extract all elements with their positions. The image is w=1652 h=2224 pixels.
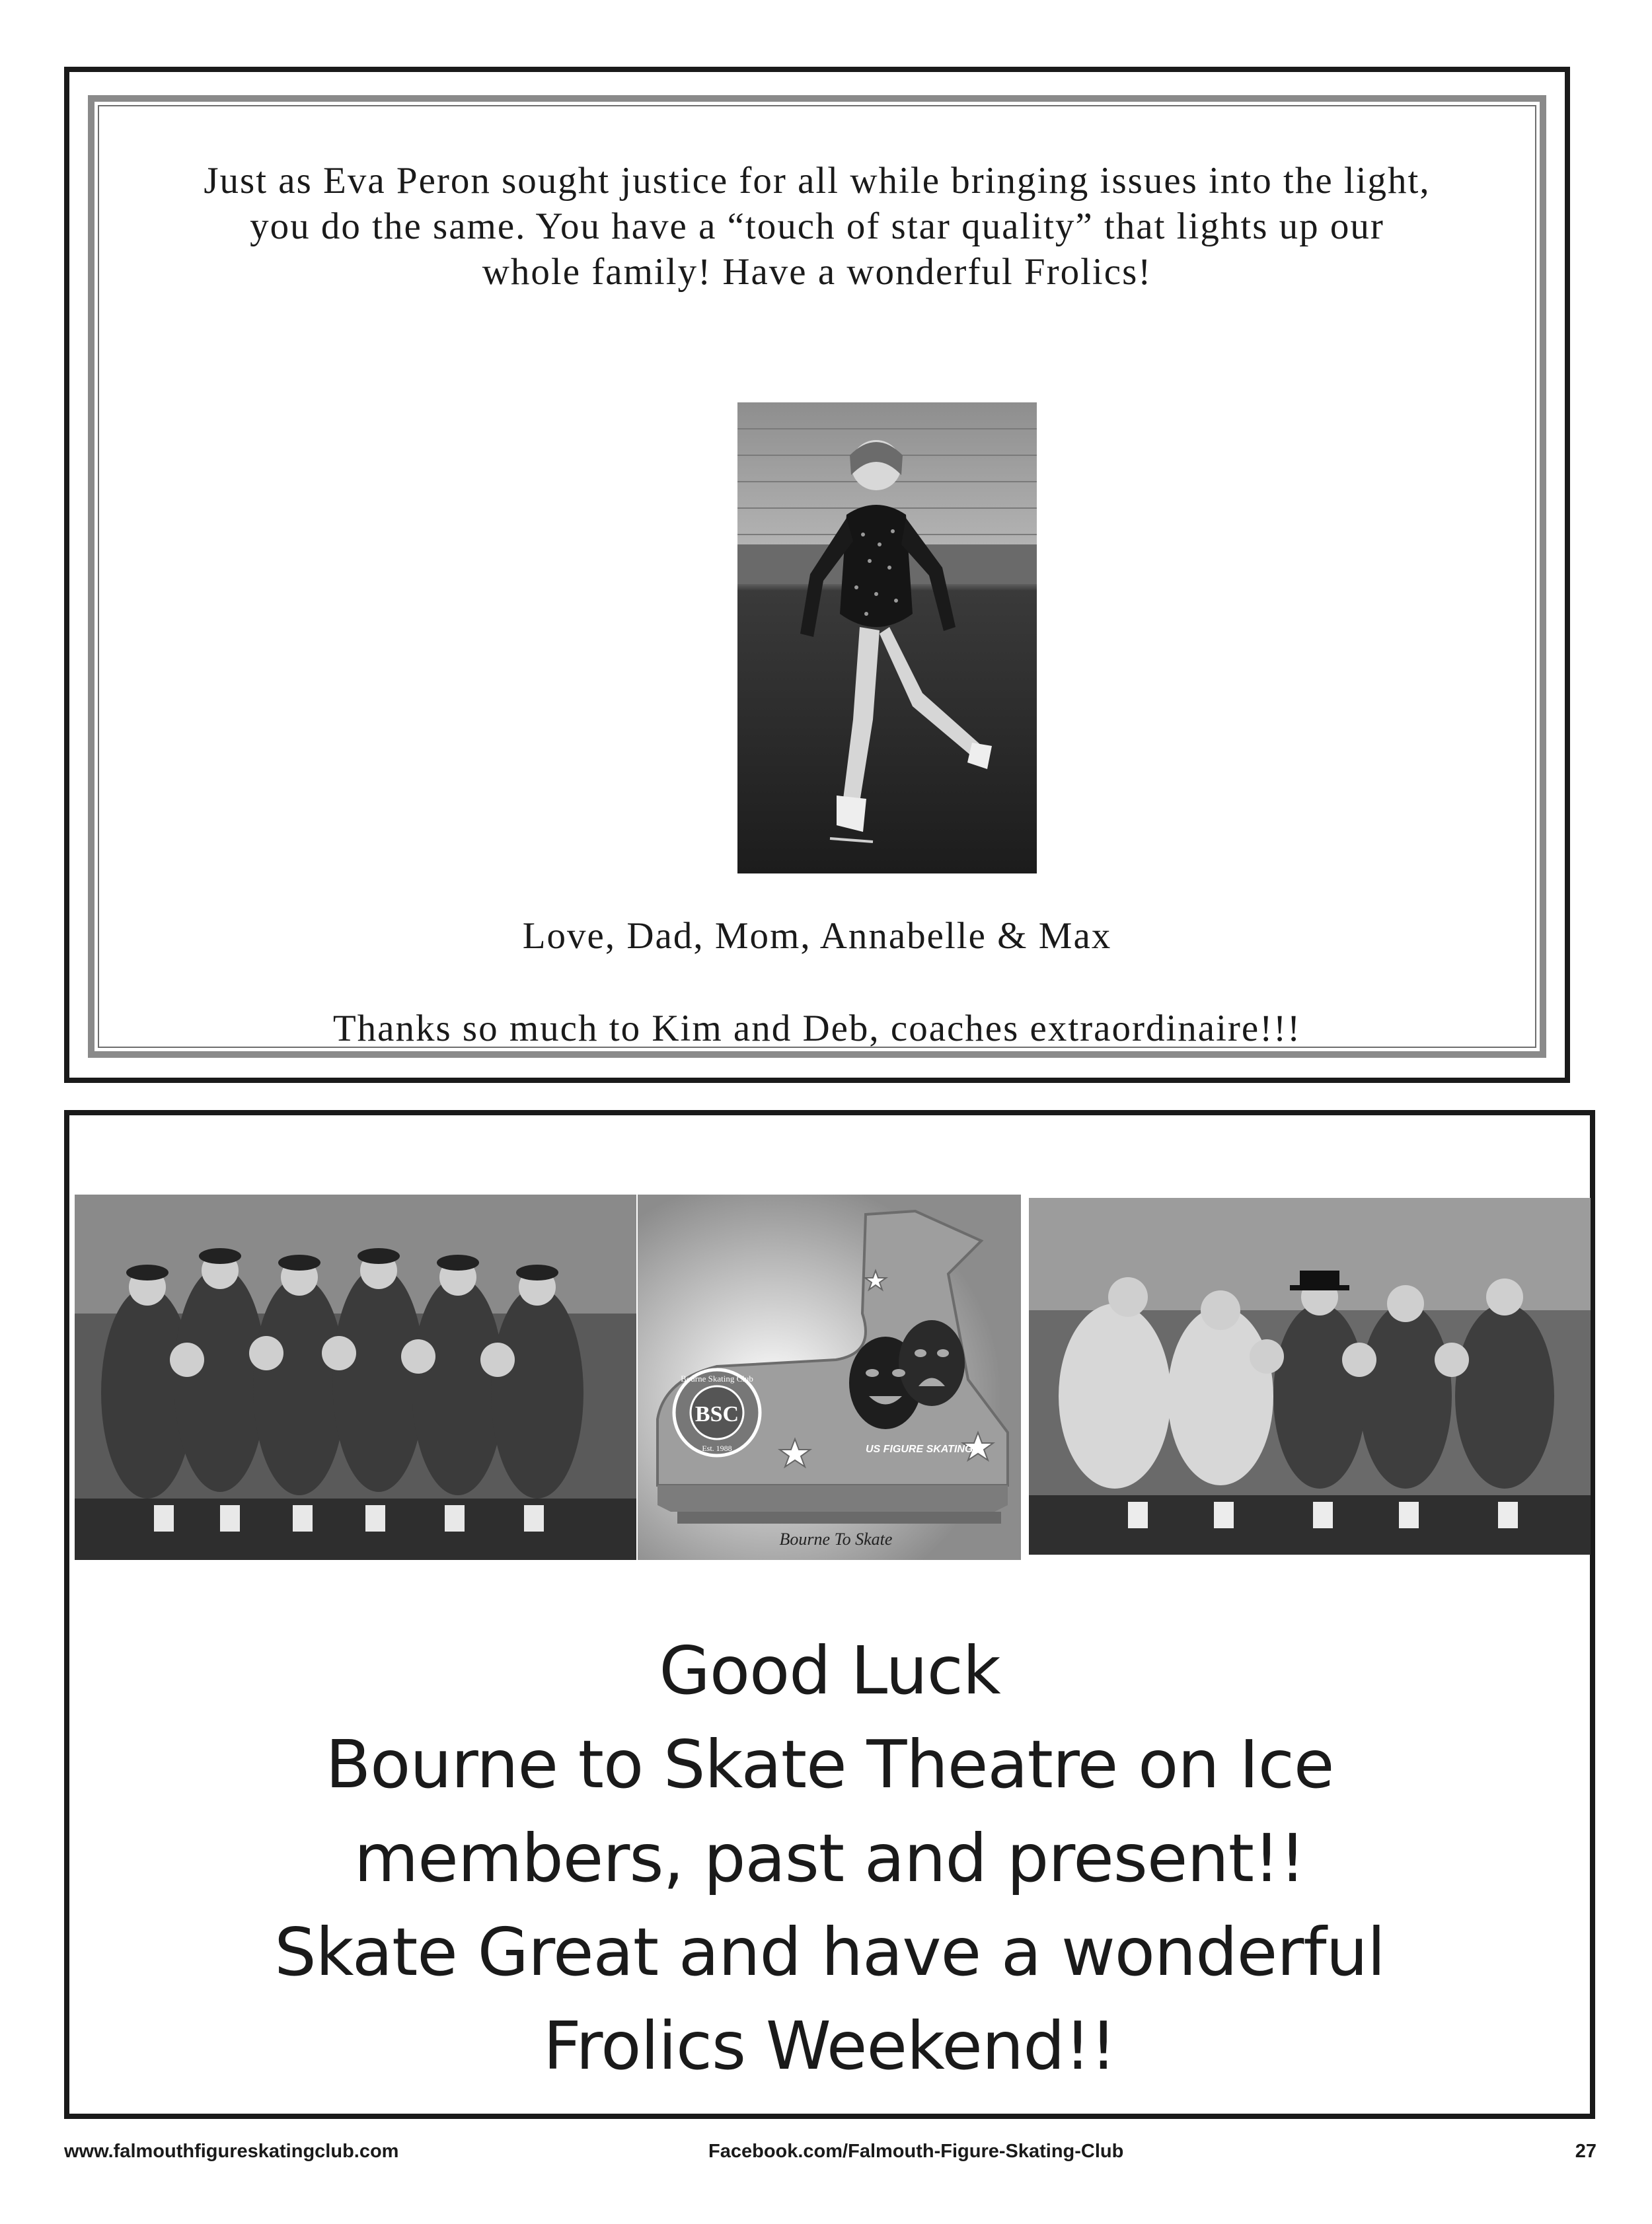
page-number: 27	[1575, 2141, 1596, 2162]
skate-logo-image	[638, 1195, 1021, 1560]
good-luck-line: Skate Great and have a wonderful	[274, 1913, 1385, 1991]
newsies-group-photo	[75, 1195, 636, 1560]
message-line: you do the same. You have a “touch of star quality” that lights up our	[250, 205, 1384, 247]
footer-facebook: Facebook.com/Falmouth-Figure-Skating-Club	[708, 2141, 1124, 2162]
costume-group-photo-image	[1029, 1198, 1591, 1555]
good-luck-message	[69, 1624, 1590, 2093]
logo-badge: BSC	[695, 1402, 739, 1427]
good-luck-line: members, past and present!!	[354, 1820, 1306, 1897]
skater-photo	[737, 402, 1037, 873]
logo-usfs: US FIGURE SKATING	[866, 1444, 973, 1455]
family-message-ad	[64, 67, 1570, 1083]
newsies-group-photo-image	[75, 1195, 636, 1560]
page-footer	[64, 2141, 1596, 2174]
message-text	[129, 158, 1505, 295]
good-luck-line: Good Luck	[659, 1632, 1000, 1709]
skater-photo-image	[737, 402, 1037, 873]
bourne-skating-club-logo	[638, 1195, 1021, 1560]
logo-est: Est. 1988	[702, 1444, 732, 1453]
logo-tagline: Bourne To Skate	[779, 1530, 893, 1549]
coach-thanks: Thanks so much to Kim and Deb, coaches extraordinaire!!!	[332, 1008, 1302, 1049]
costume-group-photo	[1029, 1198, 1591, 1555]
signoff: Love, Dad, Mom, Annabelle & Max	[522, 915, 1112, 957]
message-line: Just as Eva Peron sought justice for all while bringing issues into the light,	[204, 160, 1431, 202]
logo-badge-ring: Bourne Skating Club	[681, 1374, 753, 1384]
good-luck-line: Frolics Weekend!!	[543, 2007, 1116, 2085]
message-line: whole family! Have a wonderful Frolics!	[482, 251, 1152, 293]
footer-website: www.falmouthfigureskatingclub.com	[64, 2141, 399, 2162]
good-luck-line: Bourne to Skate Theatre on Ice	[325, 1726, 1334, 1803]
bourne-to-skate-ad	[64, 1110, 1595, 2119]
